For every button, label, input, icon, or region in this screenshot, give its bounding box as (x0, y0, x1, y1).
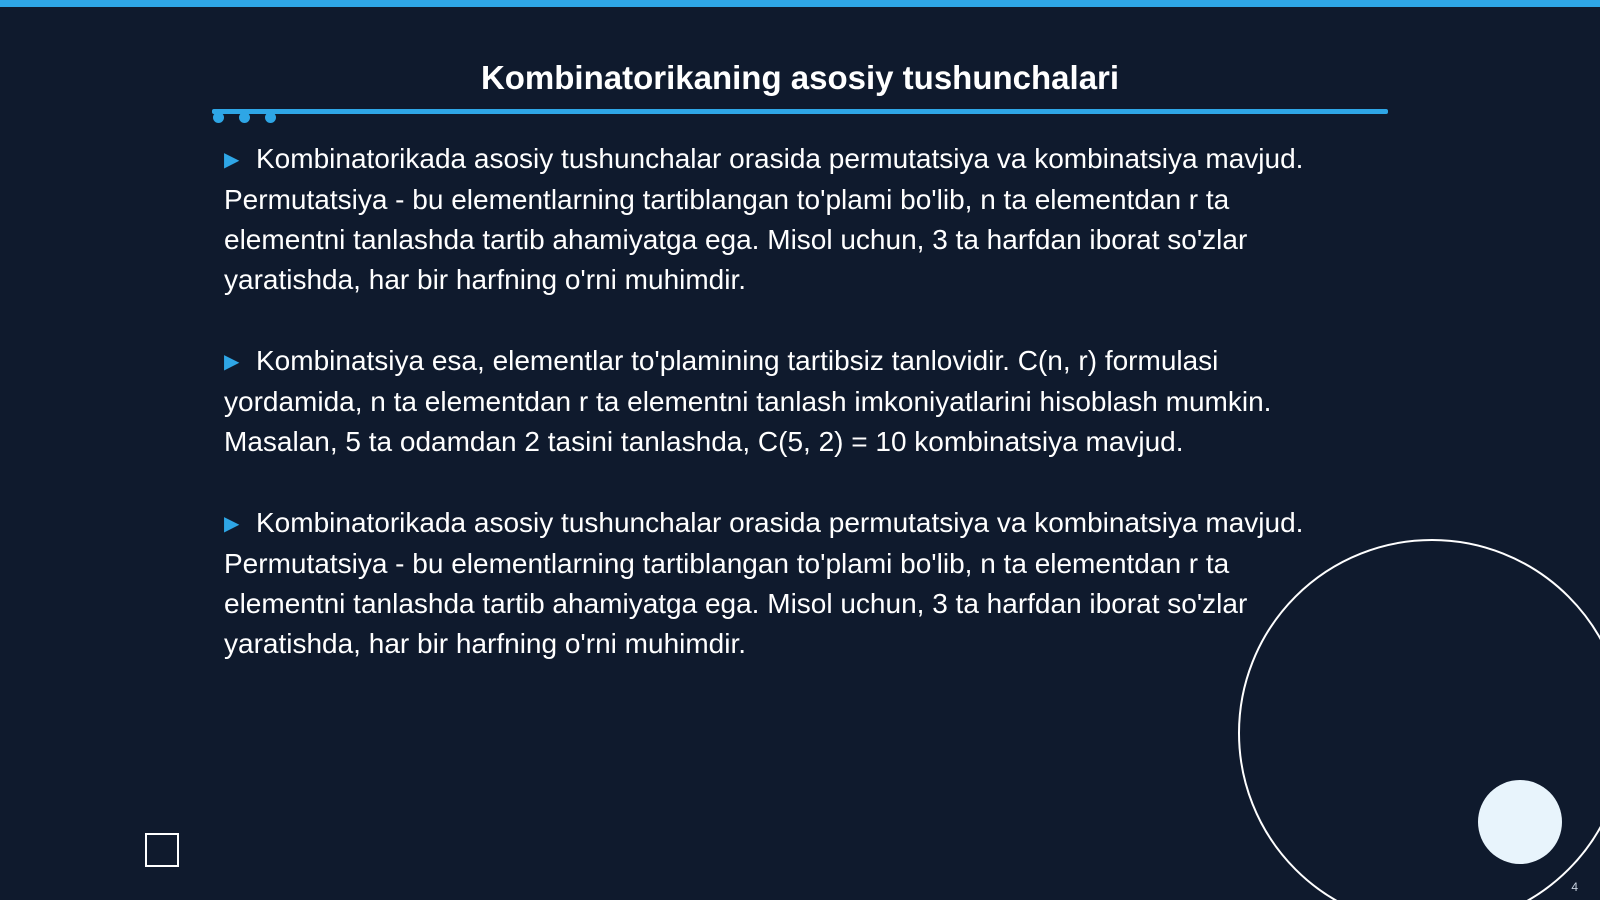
bullet-text: Kombinatsiya esa, elementlar to'plamining tartibsiz tanlovidir. C(n, r) formulasi yordamida, n ta elementdan r ta elementni tanlash imkoniyatlarini hisoblash mumkin. Masalan, 5 ta odamdan 2 tasini tanlashda, C(5, 2) = 10 kombinatsiya mavjud. (224, 345, 1272, 457)
bullet-item (224, 139, 1324, 300)
play-triangle-icon: ▶ (224, 351, 240, 373)
decorative-dot (213, 112, 224, 123)
slide-title: Kombinatorikaning asosiy tushunchalari (480, 59, 1120, 96)
bullet-list (224, 139, 1324, 705)
decorative-square (145, 833, 179, 867)
play-triangle-icon: ▶ (224, 513, 240, 535)
bullet-item (224, 503, 1324, 664)
decorative-dot (265, 112, 276, 123)
decorative-dot (239, 112, 250, 123)
title-underline (212, 109, 1388, 114)
top-accent-bar (0, 0, 1600, 7)
bullet-item (224, 341, 1324, 462)
page-number: 4 (1571, 880, 1578, 894)
play-triangle-icon: ▶ (224, 149, 240, 171)
bullet-text: Kombinatorikada asosiy tushunchalar orasida permutatsiya va kombinatsiya mavjud. Permutatsiya - bu elementlarning tartiblangan to'plami bo'lib, n ta elementdan r ta elementni tanlashda tartib ahamiyatga ega. Misol uchun, 3 ta harfdan iborat so'zlar yaratishda, har bir harfning o'rni muhimdir. (224, 143, 1304, 295)
bullet-text: Kombinatorikada asosiy tushunchalar orasida permutatsiya va kombinatsiya mavjud. Permutatsiya - bu elementlarning tartiblangan to'plami bo'lib, n ta elementdan r ta elementni tanlashda tartib ahamiyatga ega. Misol uchun, 3 ta harfdan iborat so'zlar yaratishda, har bir harfning o'rni muhimdir. (224, 507, 1304, 659)
small-filled-circle (1478, 780, 1562, 864)
